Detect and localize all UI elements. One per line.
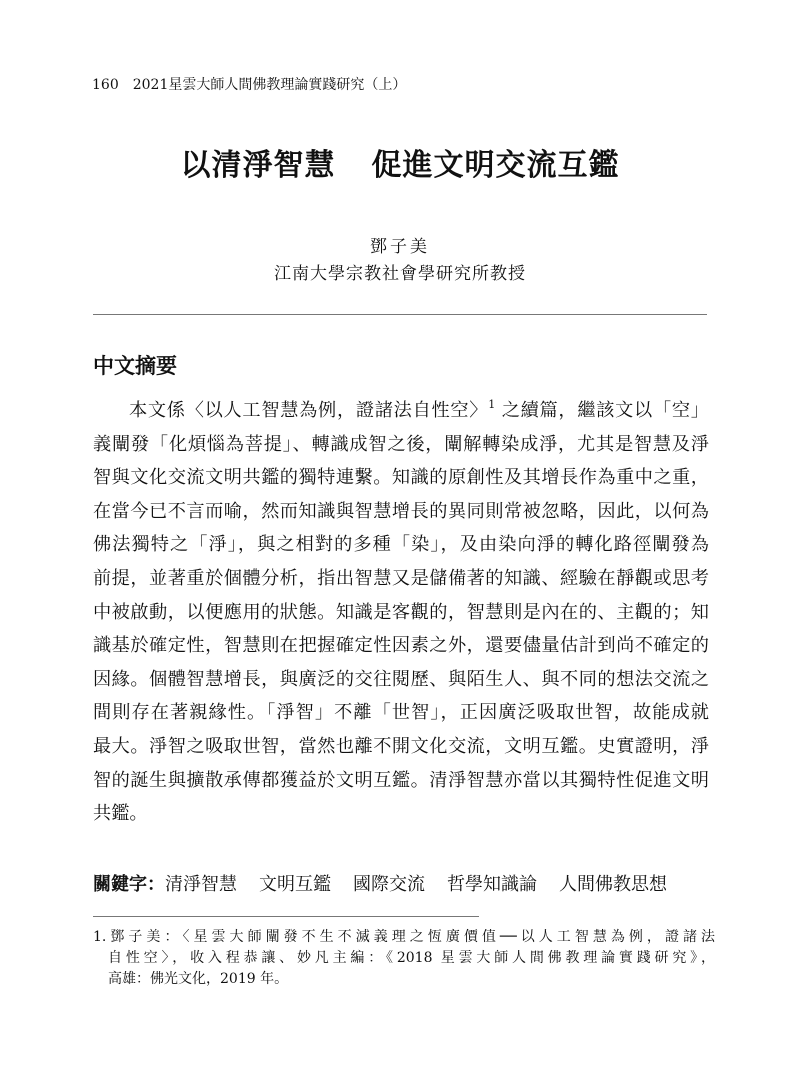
abstract-line: 在當今已不言而喻，然而知識與智慧增長的異同則常被忽略，因此，以何為	[93, 500, 709, 522]
abstract-line: 本文係〈以人工智慧為例，證諸法自性空〉$^1$ 之續篇，繼該文以「空」	[129, 398, 709, 421]
footnote-divider	[93, 916, 479, 917]
author-affiliation: 江南大學宗教社會學研究所教授	[274, 264, 526, 284]
abstract-heading: 中文摘要	[93, 353, 177, 378]
abstract-line: 最大。淨智之吸取世智，當然也離不開文化交流，文明互鑑。史實證明，淨	[93, 735, 709, 757]
author-name: 鄧子美	[370, 237, 430, 257]
footnote-marker[interactable]: 1	[488, 398, 496, 411]
book-title: 2021星雲大師人間佛教理論實踐研究（上）	[132, 77, 407, 93]
keywords	[93, 870, 689, 896]
page-number: 160	[92, 77, 119, 93]
paper-title	[0, 140, 800, 184]
abstract-line: 智的誕生與擴散承傳都獲益於文明互鑑。清淨智慧亦當以其獨特性促進文明	[93, 769, 709, 791]
abstract-line: 智與文化交流文明共鑑的獨特連繫。知識的原創性及其增長作為重中之重，	[93, 467, 709, 489]
title-divider	[93, 314, 707, 315]
abstract-line: 義闡發「化煩惱為菩提」、轉識成智之後，闡解轉染成淨，尤其是智慧及淨	[93, 433, 709, 455]
footnote-line: 高雄：佛光文化，2019 年。	[108, 971, 289, 987]
footnote-line: 自性空〉，收入程恭讓、妙凡主編：《2018 星雲大師人間佛教理論實踐研究》，	[108, 950, 715, 966]
abstract-line: 識基於確定性，智慧則在把握確定性因素之外，還要儘量估計到尚不確定的	[93, 635, 709, 657]
abstract-line: 共鑑。	[93, 803, 148, 825]
keyword: 人間佛教思想	[559, 874, 667, 895]
abstract-body	[93, 394, 709, 831]
running-head	[92, 74, 406, 94]
abstract-line: 佛法獨特之「淨」，與之相對的多種「染」，及由染向淨的轉化路徑闡發為	[93, 534, 709, 556]
footnote-line: 1.鄧子美：〈星雲大師闡發不生不滅義理之恆廣價值──以人工智慧為例，證諸法	[93, 929, 715, 945]
keyword: 文明互鑑	[259, 874, 331, 895]
keywords-label: 關鍵字：	[93, 874, 165, 895]
keyword: 清淨智慧	[165, 874, 237, 895]
paper-title-part2: 促進文明交流互鑑	[371, 148, 620, 183]
footnote	[93, 927, 715, 990]
abstract-line: 前提，並著重於個體分析，指出智慧又是儲備著的知識、經驗在靜觀或思考	[93, 567, 709, 589]
abstract-line: 中被啟動，以便應用的狀態。知識是客觀的，智慧則是內在的、主觀的；知	[93, 601, 709, 623]
abstract-line: 間則存在著親緣性。「淨智」不離「世智」，正因廣泛吸取世智，故能成就	[93, 702, 709, 724]
keyword: 國際交流	[353, 874, 425, 895]
abstract-line: 因緣。個體智慧增長，與廣泛的交往閱歷、與陌生人、與不同的想法交流之	[93, 668, 709, 690]
paper-title-part1: 以清淨智慧	[180, 148, 336, 183]
keyword: 哲學知識論	[447, 874, 537, 895]
